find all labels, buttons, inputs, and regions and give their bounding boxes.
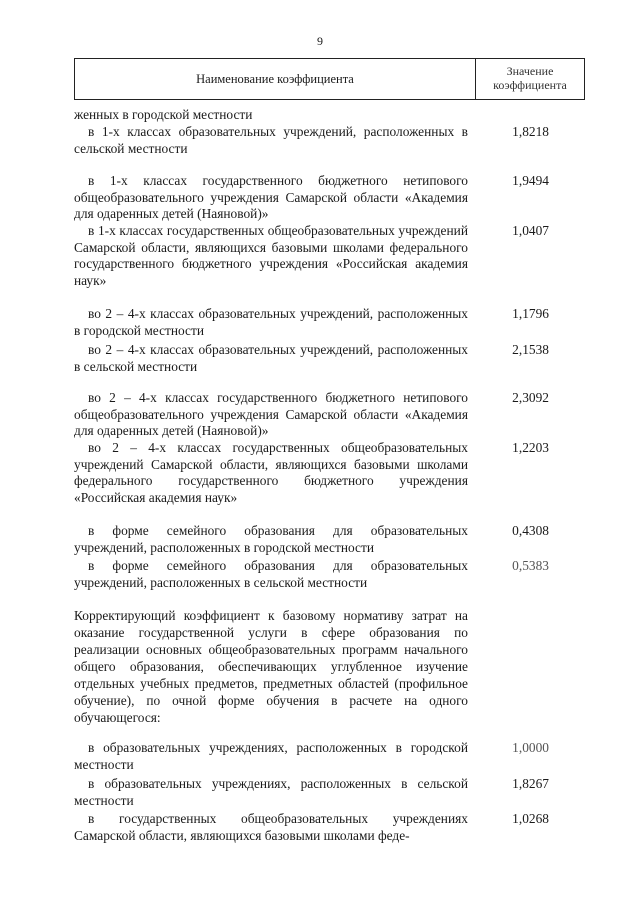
coefficient-value: 2,3092 [512, 390, 549, 405]
coefficient-name: в образовательных учреждениях, расположенных в сельской местности [74, 776, 468, 808]
coefficient-name: в форме семейного образования для образовательных учреждений, расположенных в городской местности [74, 523, 468, 555]
coefficient-name: в образовательных учреждениях, расположенных в городской местности [74, 740, 468, 772]
coefficient-value: 1,9494 [512, 173, 549, 188]
coefficient-value: 0,4308 [512, 523, 549, 538]
coefficient-value: 1,2203 [512, 440, 549, 455]
coefficient-value: 1,0407 [512, 223, 549, 238]
page-number: 9 [317, 34, 323, 48]
coefficient-name: в государственных общеобразовательных учреждениях Самарской области, являющихся базовыми школами феде- [74, 811, 468, 843]
coefficient-name: в 1-х классах государственных общеобразовательных учреждений Самарской области, являющихся базовыми школами федерального государственного бюджетного учреждения «Российская академия наук» [74, 223, 468, 288]
coefficient-value: 1,1796 [512, 306, 549, 321]
coefficient-name: во 2 – 4-х классах государственного бюджетного нетипового общеобразовательного учреждения Самарской области «Академия для одаренных детей (Наяновой)» [74, 390, 468, 439]
coefficient-name: в 1-х классах образовательных учреждений, расположенных в сельской местности [74, 124, 468, 156]
header-value-column [476, 59, 584, 99]
header-value-line1: Значение [506, 64, 554, 78]
coefficient-name: во 2 – 4-х классах государственных общеобразовательных учреждений Самарской области, являющихся базовыми школами федерального государственного бюджетного учреждения «Российская академия наук» [74, 440, 468, 505]
table-header [74, 58, 585, 100]
coefficient-value: 2,1538 [512, 342, 549, 357]
coefficient-name: во 2 – 4-х классах образовательных учреждений, расположенных в сельской местности [74, 342, 468, 374]
coefficient-value: 1,0000 [512, 740, 549, 755]
section-heading: Корректирующий коэффициент к базовому нормативу затрат на оказание государственной услуги в сфере образования по реализации основных общеобразовательных программ начального общего образования, обеспечивающих углубленное изучение отдельных учебных предметов, предметных областей (профильное обучение), по очной форме обучения в расчете на одного обучающегося: [74, 608, 468, 725]
header-name-column: Наименование коэффициента [75, 59, 476, 99]
coefficient-value: 1,8218 [512, 124, 549, 139]
header-value-line2: коэффициента [493, 78, 567, 92]
coefficient-name: женных в городской местности [74, 107, 253, 122]
coefficient-value: 1,8267 [512, 776, 549, 791]
coefficient-value: 1,0268 [512, 811, 549, 826]
coefficient-name: в форме семейного образования для образовательных учреждений, расположенных в сельской местности [74, 558, 468, 590]
coefficient-name: в 1-х классах государственного бюджетного нетипового общеобразовательного учреждения Самарской области «Академия для одаренных детей (Наяновой)» [74, 173, 468, 222]
coefficient-value: 0,5383 [512, 558, 549, 573]
coefficient-name: во 2 – 4-х классах образовательных учреждений, расположенных в городской местности [74, 306, 468, 338]
